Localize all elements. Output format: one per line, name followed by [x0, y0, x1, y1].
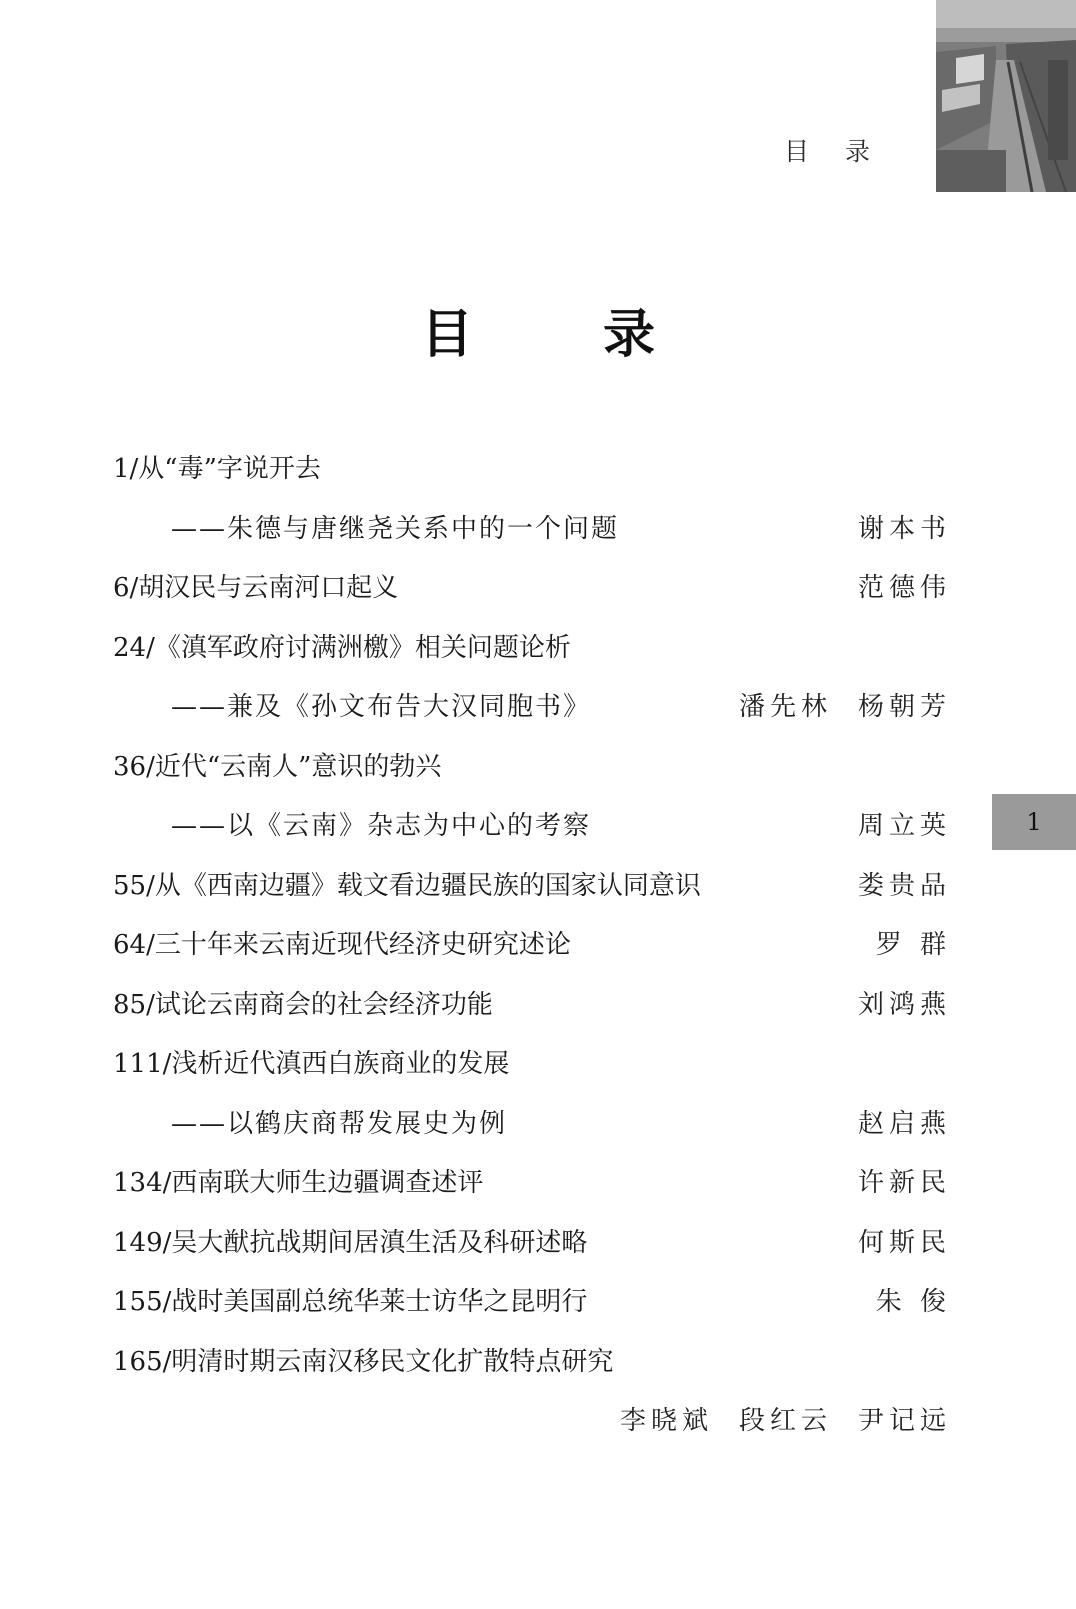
- page-number-tab: 1: [992, 794, 1076, 850]
- toc-title: 85/试论云南商会的社会经济功能: [113, 989, 493, 1020]
- toc-subtitle: ——以鹤庆商帮发展史为例: [171, 1108, 508, 1139]
- toc-authors: [858, 1154, 951, 1214]
- toc-subtitle: ——兼及《孙文布告大汉同胞书》: [171, 692, 592, 722]
- toc-entry: [113, 916, 951, 976]
- toc-author: 许新民: [857, 1168, 951, 1198]
- toc-author: 尹记远: [857, 1406, 951, 1436]
- toc-title: 1/从“毒”字说开去: [113, 454, 321, 484]
- toc-subtitle-line: [113, 500, 951, 560]
- toc-author: 杨朝芳: [857, 692, 951, 722]
- toc-authors: [858, 559, 951, 619]
- toc-subtitle: ——以《云南》杂志为中心的考察: [171, 811, 592, 841]
- toc-subtitle-line: [113, 678, 951, 738]
- toc-authors: [858, 1095, 951, 1155]
- toc-subtitle: ——朱德与唐继尧关系中的一个问题: [171, 513, 620, 544]
- toc-entry: [113, 1154, 951, 1214]
- toc-title: 165/明清时期云南汉移民文化扩散特点研究: [113, 1346, 614, 1377]
- table-of-contents: [113, 440, 951, 1452]
- toc-entry: [113, 619, 951, 679]
- toc-author: 李晓斌: [619, 1406, 713, 1436]
- toc-entry: [113, 857, 951, 917]
- toc-title: 149/吴大猷抗战期间居滇生活及科研述略: [113, 1227, 588, 1258]
- toc-author: 谢本书: [857, 513, 951, 544]
- toc-entry: [113, 559, 951, 619]
- toc-authors: [858, 976, 951, 1036]
- toc-entry: [113, 440, 951, 500]
- toc-authors: [876, 916, 951, 976]
- toc-author: 周立英: [857, 811, 951, 841]
- toc-title: 6/胡汉民与云南河口起义: [113, 573, 399, 603]
- toc-author: 刘鸿燕: [857, 989, 951, 1020]
- toc-author: 潘先林: [738, 692, 832, 722]
- toc-subtitle-line: [113, 1095, 951, 1155]
- street-scene-image: [936, 0, 1076, 192]
- toc-entry: [113, 738, 951, 798]
- toc-subtitle-line: [113, 797, 951, 857]
- toc-authors: [620, 1392, 951, 1452]
- toc-author: 赵启燕: [857, 1108, 951, 1139]
- toc-author: 何斯民: [857, 1227, 951, 1258]
- toc-title: 64/三十年来云南近现代经济史研究述论: [113, 930, 571, 960]
- toc-entry: [113, 1333, 951, 1393]
- toc-author: 朱 俊: [875, 1287, 951, 1317]
- toc-author: 范德伟: [857, 573, 951, 603]
- running-head: 目 录: [784, 137, 884, 166]
- toc-author: 段红云: [738, 1406, 832, 1436]
- toc-entry: [113, 1273, 951, 1333]
- toc-title: 155/战时美国副总统华莱士访华之昆明行: [113, 1287, 588, 1317]
- toc-authors: [858, 1214, 951, 1274]
- toc-title: 55/从《西南边疆》载文看边疆民族的国家认同意识: [113, 870, 701, 901]
- toc-title: 111/浅析近代滇西白族商业的发展: [113, 1049, 510, 1079]
- toc-authors: [858, 500, 951, 560]
- toc-authors: [739, 678, 951, 738]
- toc-title: 134/西南联大师生边疆调查述评: [113, 1168, 484, 1198]
- toc-authors: [876, 1273, 951, 1333]
- toc-authors: [858, 797, 951, 857]
- toc-title: 36/近代“云南人”意识的勃兴: [113, 751, 442, 782]
- toc-entry: [113, 1392, 951, 1452]
- toc-author: 罗 群: [875, 930, 951, 960]
- toc-entry: [113, 976, 951, 1036]
- toc-author: 娄贵品: [857, 870, 951, 901]
- toc-entry: [113, 1214, 951, 1274]
- page-title: 目 录: [420, 304, 712, 365]
- corner-photo: [936, 0, 1076, 192]
- toc-title: 24/《滇军政府讨满洲檄》相关问题论析: [113, 632, 571, 663]
- toc-entry: [113, 1035, 951, 1095]
- toc-authors: [858, 857, 951, 917]
